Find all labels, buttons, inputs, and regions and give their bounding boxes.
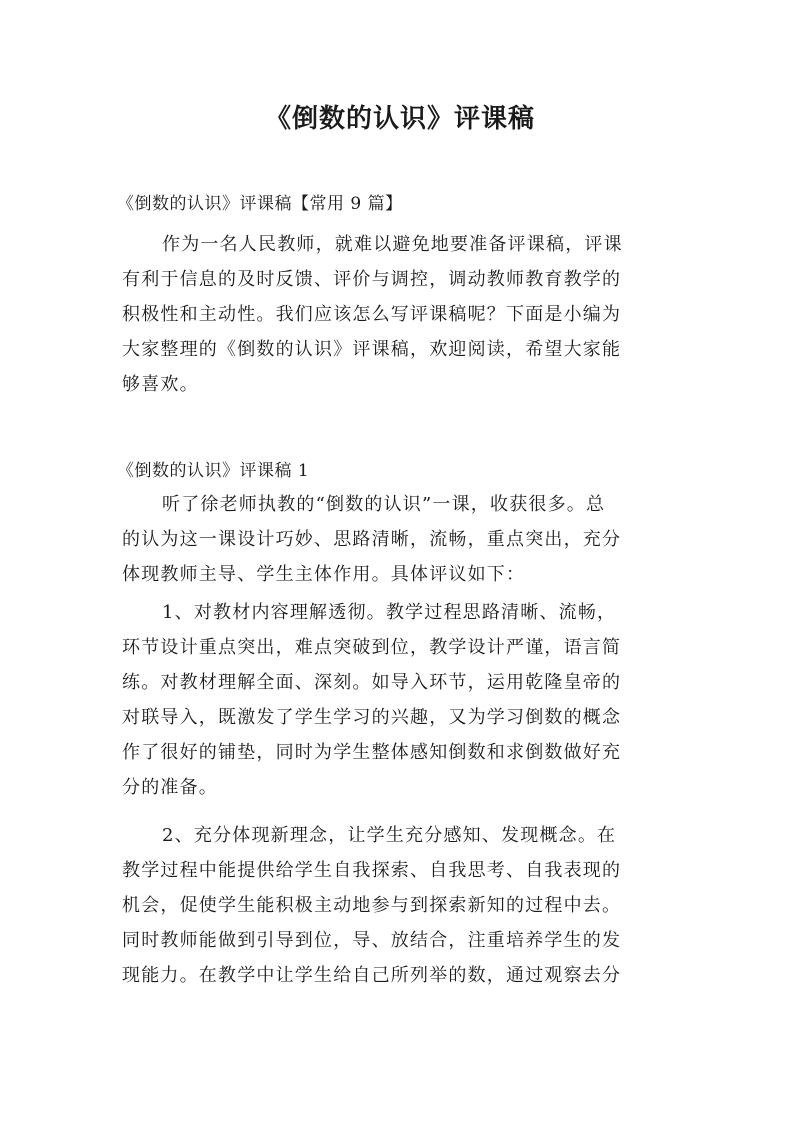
paragraph-2 (122, 595, 682, 805)
text-line: 作为一名人民教师，就难以避免地要准备评课稿，评课 (162, 234, 623, 255)
document-title: 《倒数的认识》评课稿 (264, 104, 535, 134)
text-line: 对联导入，既激发了学生学习的兴趣，又为学习倒数的概念 (122, 707, 622, 728)
text-line: 积极性和主动性。我们应该怎么写评课稿呢？下面是小编为 (122, 304, 622, 325)
text-line: 现能力。在教学中让学生给自己所列举的数，通过观察去分 (122, 965, 622, 986)
text-line: 环节设计重点突出，难点突破到位，教学设计严谨，语言简 (122, 637, 622, 658)
text-line: 同时教师能做到引导到位，导、放结合，注重培养学生的发 (122, 930, 622, 951)
paragraph-3 (122, 818, 682, 993)
text-line: 练。对教材理解全面、深刻。如导入环节，运用乾隆皇帝的 (122, 672, 622, 693)
document-subtitle: 《倒数的认识》评课稿【常用 9 篇】 (117, 194, 403, 214)
text-line: 够喜欢。 (122, 374, 199, 395)
text-line: 教学过程中能提供给学生自我探索、自我思考、自我表现的 (122, 860, 622, 881)
text-line: 机会，促使学生能积极主动地参与到探索新知的过程中去。 (122, 895, 622, 916)
text-line: 体现教师主导、学生主体作用。具体评议如下： (122, 564, 526, 585)
text-line: 1、对教材内容理解透彻。教学过程思路清晰、流畅， (162, 602, 617, 623)
text-line: 的认为这一课设计巧妙、思路清晰，流畅，重点突出，充分 (122, 529, 622, 550)
text-line: 有利于信息的及时反馈、评价与调控，调动教师教育教学的 (122, 269, 622, 290)
paragraph-1 (122, 487, 682, 592)
text-line: 2、充分体现新理念，让学生充分感知、发现概念。在 (162, 825, 617, 846)
text-line: 作了很好的铺垫，同时为学生整体感知倒数和求倒数做好充 (122, 742, 622, 763)
text-line: 分的准备。 (122, 777, 218, 798)
section-title: 《倒数的认识》评课稿 1 (117, 461, 310, 481)
text-line: 听了徐老师执教的“倒数的认识”一课，收获很多。总 (162, 494, 606, 515)
intro-paragraph (122, 227, 682, 402)
text-line: 大家整理的《倒数的认识》评课稿，欢迎阅读，希望大家能 (122, 339, 622, 360)
